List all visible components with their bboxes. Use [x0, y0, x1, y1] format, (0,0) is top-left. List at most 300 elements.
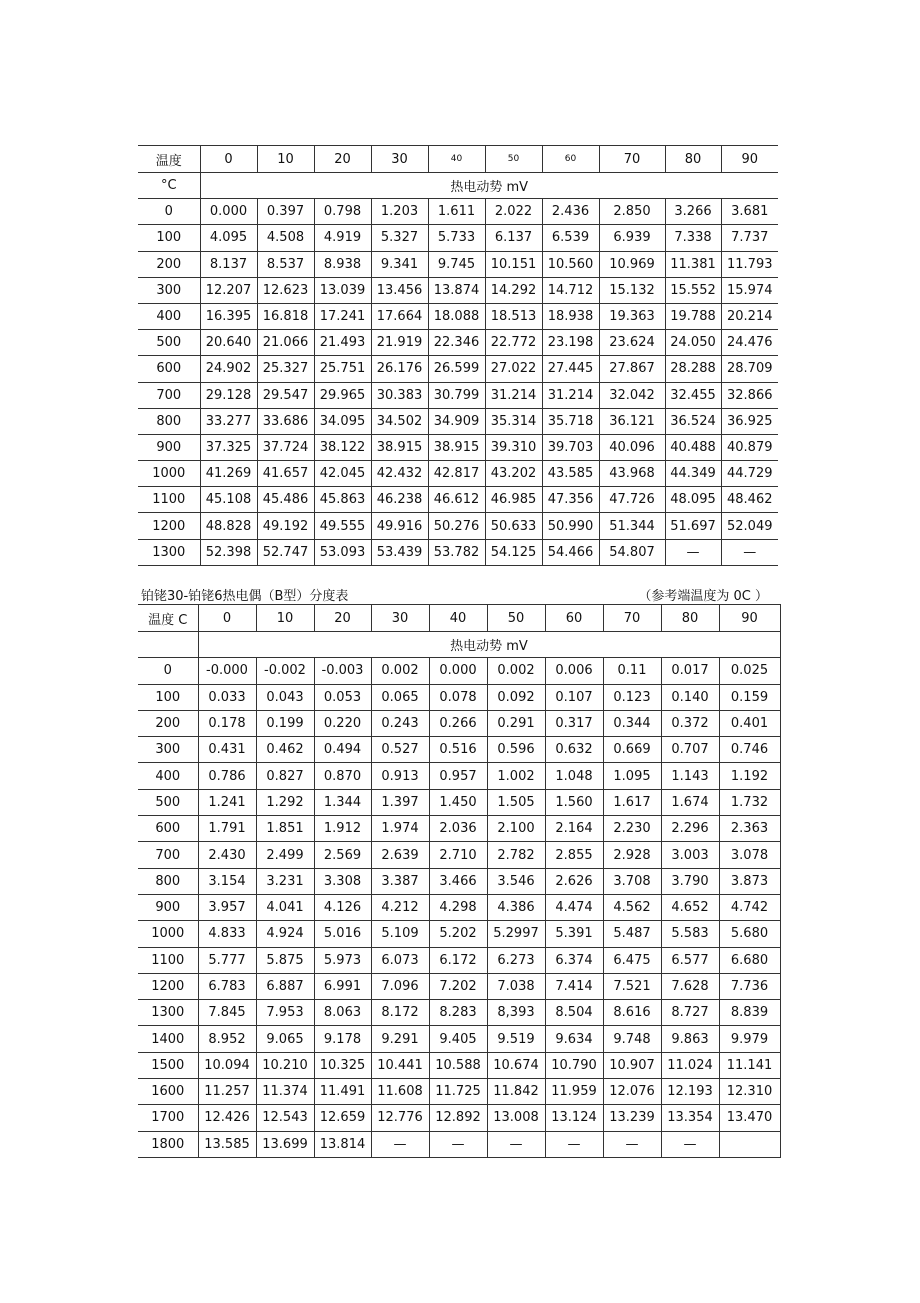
emf-value-cell: 32.042	[599, 382, 665, 408]
emf-value-cell: 34.909	[428, 408, 485, 434]
emf-value-cell: 0.199	[256, 710, 314, 736]
emf-value-cell: 5.680	[719, 921, 780, 947]
emf-value-cell: 1.912	[314, 816, 371, 842]
emf-value-cell: 7.845	[198, 1000, 256, 1026]
emf-value-cell: 23.624	[599, 330, 665, 356]
emf-value-cell: 25.751	[314, 356, 371, 382]
emf-value-cell: 54.807	[599, 539, 665, 565]
table1-header-row	[138, 146, 778, 173]
emf-value-cell: 13.814	[314, 1131, 371, 1157]
emf-value-cell: 4.652	[661, 894, 719, 920]
emf-value-cell: 4.386	[487, 894, 545, 920]
emf-value-cell: 4.212	[371, 894, 429, 920]
emf-value-cell: 31.214	[485, 382, 542, 408]
emf-value-cell: 26.176	[371, 356, 428, 382]
emf-value-cell: 5.777	[198, 947, 256, 973]
emf-value-cell: 49.192	[257, 513, 314, 539]
column-header-10: 10	[256, 605, 314, 632]
emf-value-cell: 7.953	[256, 1000, 314, 1026]
emf-value-cell: 0.397	[257, 199, 314, 225]
emf-value-cell: 27.445	[542, 356, 599, 382]
emf-value-cell: 51.344	[599, 513, 665, 539]
emf-value-cell: -0.000	[198, 658, 256, 684]
emf-value-cell: 2.363	[719, 816, 780, 842]
column-header-50: 50	[487, 605, 545, 632]
emf-value-cell: 22.346	[428, 330, 485, 356]
emf-value-cell: 18.513	[485, 303, 542, 329]
emf-value-cell: 21.493	[314, 330, 371, 356]
emf-value-cell: 12.076	[603, 1079, 661, 1105]
emf-value-cell: 0.178	[198, 710, 256, 736]
emf-value-cell: 20.214	[721, 303, 778, 329]
emf-value-cell: 18.938	[542, 303, 599, 329]
emf-value-cell: 0.798	[314, 199, 371, 225]
emf-value-cell: 23.198	[542, 330, 599, 356]
emf-value-cell: 13.239	[603, 1105, 661, 1131]
emf-value-cell: 8.137	[200, 251, 257, 277]
emf-value-cell: 6.783	[198, 973, 256, 999]
emf-value-cell: 21.066	[257, 330, 314, 356]
emf-value-cell: 8.172	[371, 1000, 429, 1026]
emf-value-cell: 8.727	[661, 1000, 719, 1026]
table-row	[138, 684, 780, 710]
emf-value-cell: 29.547	[257, 382, 314, 408]
emf-value-cell: 10.790	[545, 1052, 603, 1078]
emf-value-cell: 12.426	[198, 1105, 256, 1131]
emf-value-cell: 49.916	[371, 513, 428, 539]
emf-value-cell: 0.957	[429, 763, 487, 789]
emf-value-cell: 1.505	[487, 789, 545, 815]
emf-value-cell: 1.560	[545, 789, 603, 815]
column-header-80: 80	[661, 605, 719, 632]
emf-value-cell: 33.686	[257, 408, 314, 434]
emf-value-cell: 1.002	[487, 763, 545, 789]
emf-value-cell: 7.736	[719, 973, 780, 999]
emf-value-cell: 9.748	[603, 1026, 661, 1052]
emf-value-cell: 10.210	[256, 1052, 314, 1078]
emf-value-cell: 3.231	[256, 868, 314, 894]
emf-value-cell: 6.887	[256, 973, 314, 999]
table1-unit-row	[138, 173, 778, 199]
emf-value-cell: 2.569	[314, 842, 371, 868]
table-row	[138, 1052, 780, 1078]
emf-value-cell: 13.874	[428, 277, 485, 303]
row-temperature: 1600	[138, 1079, 198, 1105]
row-temperature: 900	[138, 434, 200, 460]
emf-value-cell: 3.708	[603, 868, 661, 894]
emf-value-cell: 48.095	[665, 487, 721, 513]
emf-value-cell: 46.612	[428, 487, 485, 513]
emf-value-cell: 0.669	[603, 737, 661, 763]
table-row	[138, 434, 778, 460]
emf-value-cell: 41.269	[200, 461, 257, 487]
emf-value-cell: 0.025	[719, 658, 780, 684]
emf-value-cell: 26.599	[428, 356, 485, 382]
emf-value-cell: 0.000	[429, 658, 487, 684]
emf-value-cell: 2.499	[256, 842, 314, 868]
emf-value-cell: 0.043	[256, 684, 314, 710]
emf-value-cell: 38.122	[314, 434, 371, 460]
column-header-40: 40	[429, 605, 487, 632]
emf-value-cell: 43.968	[599, 461, 665, 487]
emf-value-cell: —	[371, 1131, 429, 1157]
emf-value-cell: 0.092	[487, 684, 545, 710]
table-row	[138, 408, 778, 434]
emf-value-cell: 50.633	[485, 513, 542, 539]
temperature-unit-spacer	[138, 632, 198, 658]
emf-value-cell: 40.488	[665, 434, 721, 460]
emf-value-cell: —	[661, 1131, 719, 1157]
emf-value-cell: 0.596	[487, 737, 545, 763]
emf-value-cell: 4.833	[198, 921, 256, 947]
emf-value-cell: 24.902	[200, 356, 257, 382]
emf-value-cell: 10.325	[314, 1052, 371, 1078]
emf-value-cell: 36.121	[599, 408, 665, 434]
emf-value-cell: 1.974	[371, 816, 429, 842]
table-row	[138, 658, 780, 684]
row-temperature: 1300	[138, 539, 200, 565]
emf-value-cell: 8.839	[719, 1000, 780, 1026]
emf-value-cell: 0.243	[371, 710, 429, 736]
emf-value-cell: 8.537	[257, 251, 314, 277]
emf-value-cell: 7.202	[429, 973, 487, 999]
emf-value-cell: —	[487, 1131, 545, 1157]
emf-value-cell: 4.041	[256, 894, 314, 920]
emf-value-cell: 35.718	[542, 408, 599, 434]
emf-value-cell: 39.310	[485, 434, 542, 460]
emf-value-cell: 6.539	[542, 225, 599, 251]
emf-value-cell: 11.793	[721, 251, 778, 277]
emf-value-cell: 11.381	[665, 251, 721, 277]
emf-value-cell: 1.192	[719, 763, 780, 789]
emf-value-cell: 8.283	[429, 1000, 487, 1026]
table-row	[138, 921, 780, 947]
emf-value-cell: 52.049	[721, 513, 778, 539]
table-row	[138, 816, 780, 842]
table-row	[138, 842, 780, 868]
emf-value-cell: 43.585	[542, 461, 599, 487]
emf-value-cell: 18.088	[428, 303, 485, 329]
emf-value-cell: 49.555	[314, 513, 371, 539]
emf-value-cell: 0.344	[603, 710, 661, 736]
emf-value-cell: 2.710	[429, 842, 487, 868]
emf-value-cell: 5.875	[256, 947, 314, 973]
emf-value-cell: 19.363	[599, 303, 665, 329]
emf-value-cell: 13.008	[487, 1105, 545, 1131]
emf-value-cell: 12.310	[719, 1079, 780, 1105]
row-temperature: 1000	[138, 461, 200, 487]
row-temperature: 700	[138, 382, 200, 408]
table-row	[138, 894, 780, 920]
table-row	[138, 251, 778, 277]
table-row	[138, 356, 778, 382]
emf-value-cell: 39.703	[542, 434, 599, 460]
emf-value-cell: 2.036	[429, 816, 487, 842]
emf-value-cell: 1.611	[428, 199, 485, 225]
emf-value-cell: 0.033	[198, 684, 256, 710]
emf-value-cell: 24.476	[721, 330, 778, 356]
emf-value-cell: 5.583	[661, 921, 719, 947]
emf-value-cell: 2.782	[487, 842, 545, 868]
emf-value-cell: 1.732	[719, 789, 780, 815]
emf-value-cell: 1.241	[198, 789, 256, 815]
emf-value-cell: 11.608	[371, 1079, 429, 1105]
emf-value-cell: 2.164	[545, 816, 603, 842]
emf-value-cell: 10.441	[371, 1052, 429, 1078]
row-temperature: 1100	[138, 947, 198, 973]
row-temperature: 1200	[138, 513, 200, 539]
table-row	[138, 1000, 780, 1026]
row-temperature: 800	[138, 408, 200, 434]
table2-title-line	[141, 585, 768, 603]
row-temperature: 1400	[138, 1026, 198, 1052]
column-header-20: 20	[314, 605, 371, 632]
emf-value-cell: 0.078	[429, 684, 487, 710]
emf-value-cell: -0.003	[314, 658, 371, 684]
emf-value-cell: 0.870	[314, 763, 371, 789]
emf-value-cell: 38.915	[428, 434, 485, 460]
emf-value-cell: 1.048	[545, 763, 603, 789]
emf-value-cell: 2.436	[542, 199, 599, 225]
emf-value-cell: 1.292	[256, 789, 314, 815]
emf-value-cell: 25.327	[257, 356, 314, 382]
emf-value-cell: 0.317	[545, 710, 603, 736]
emf-value-cell: 34.502	[371, 408, 428, 434]
table-row	[138, 1105, 780, 1131]
emf-value-cell: 0.123	[603, 684, 661, 710]
emf-value-cell: 20.640	[200, 330, 257, 356]
table-row	[138, 1131, 780, 1157]
emf-value-cell: 11.374	[256, 1079, 314, 1105]
table-row	[138, 947, 780, 973]
emf-value-cell: 3.873	[719, 868, 780, 894]
emf-value-cell: 4.508	[257, 225, 314, 251]
table-row	[138, 973, 780, 999]
emf-value-cell: 12.193	[661, 1079, 719, 1105]
emf-value-cell: 8.938	[314, 251, 371, 277]
emf-value-cell: 5.973	[314, 947, 371, 973]
column-header-90: 90	[721, 146, 778, 173]
emf-value-cell: 11.842	[487, 1079, 545, 1105]
table-row	[138, 539, 778, 565]
emf-value-cell: 24.050	[665, 330, 721, 356]
emf-value-cell: 8.952	[198, 1026, 256, 1052]
emf-value-cell: 8.616	[603, 1000, 661, 1026]
row-temperature: 300	[138, 277, 200, 303]
emf-value-cell: 9.634	[545, 1026, 603, 1052]
emf-value-cell: 9.341	[371, 251, 428, 277]
emf-value-cell: 1.143	[661, 763, 719, 789]
emf-value-cell: 6.577	[661, 947, 719, 973]
table2-reference-note: （参考端温度为 0C ）	[638, 589, 768, 604]
emf-value-cell: 11.141	[719, 1052, 780, 1078]
emf-value-cell: 46.238	[371, 487, 428, 513]
emf-value-cell: 3.790	[661, 868, 719, 894]
row-temperature: 1700	[138, 1105, 198, 1131]
emf-value-cell: 0.401	[719, 710, 780, 736]
emf-value-cell	[719, 1131, 780, 1157]
emf-value-cell: 42.817	[428, 461, 485, 487]
row-temperature: 800	[138, 868, 198, 894]
emf-value-cell: 13.585	[198, 1131, 256, 1157]
emf-value-cell: 3.466	[429, 868, 487, 894]
row-temperature: 300	[138, 737, 198, 763]
emf-value-cell: 35.314	[485, 408, 542, 434]
emf-value-cell: 0.462	[256, 737, 314, 763]
emf-value-cell: 0.431	[198, 737, 256, 763]
row-temperature: 200	[138, 710, 198, 736]
emf-value-cell: 2.296	[661, 816, 719, 842]
emf-value-cell: 15.974	[721, 277, 778, 303]
emf-value-cell: 45.863	[314, 487, 371, 513]
row-temperature: 400	[138, 303, 200, 329]
emf-value-cell: 0.065	[371, 684, 429, 710]
column-header-70: 70	[599, 146, 665, 173]
temperature-unit-label: °C	[138, 173, 200, 199]
emf-value-cell: 1.397	[371, 789, 429, 815]
emf-value-cell: 0.632	[545, 737, 603, 763]
emf-value-cell: 5.733	[428, 225, 485, 251]
table-row	[138, 487, 778, 513]
emf-value-cell: 11.959	[545, 1079, 603, 1105]
emf-value-cell: 3.387	[371, 868, 429, 894]
emf-value-cell: 0.291	[487, 710, 545, 736]
emf-value-cell: 16.818	[257, 303, 314, 329]
emf-value-cell: 0.006	[545, 658, 603, 684]
emf-value-cell: 45.486	[257, 487, 314, 513]
row-temperature: 600	[138, 356, 200, 382]
emf-value-cell: 6.680	[719, 947, 780, 973]
emf-value-cell: 4.095	[200, 225, 257, 251]
emf-value-cell: 4.562	[603, 894, 661, 920]
emf-value-cell: 0.11	[603, 658, 661, 684]
emf-value-cell: 17.664	[371, 303, 428, 329]
row-temperature: 900	[138, 894, 198, 920]
emf-value-cell: 11.491	[314, 1079, 371, 1105]
emf-value-cell: 12.207	[200, 277, 257, 303]
emf-value-cell: 14.292	[485, 277, 542, 303]
emf-value-cell: 2.100	[487, 816, 545, 842]
emf-value-cell: 10.560	[542, 251, 599, 277]
emf-value-cell: 8,393	[487, 1000, 545, 1026]
emf-value-cell: 5.016	[314, 921, 371, 947]
emf-value-cell: 1.851	[256, 816, 314, 842]
emf-value-cell: 2.230	[603, 816, 661, 842]
emf-value-cell: 3.266	[665, 199, 721, 225]
table2-header-row	[138, 605, 780, 632]
column-header-10: 10	[257, 146, 314, 173]
table-row	[138, 1079, 780, 1105]
column-header-60: 60	[542, 146, 599, 173]
table2-unit-row	[138, 632, 780, 658]
table-row	[138, 225, 778, 251]
emf-value-cell: 1.674	[661, 789, 719, 815]
row-temperature: 500	[138, 330, 200, 356]
emf-value-cell: 0.516	[429, 737, 487, 763]
emf-label: 热电动势 mV	[198, 632, 780, 658]
emf-value-cell: 28.709	[721, 356, 778, 382]
emf-value-cell: 7.628	[661, 973, 719, 999]
emf-value-cell: 6.374	[545, 947, 603, 973]
table-row	[138, 737, 780, 763]
column-header-70: 70	[603, 605, 661, 632]
emf-value-cell: 9.405	[429, 1026, 487, 1052]
emf-value-cell: 22.772	[485, 330, 542, 356]
emf-value-cell: 7.096	[371, 973, 429, 999]
emf-value-cell: 32.455	[665, 382, 721, 408]
emf-value-cell: 0.527	[371, 737, 429, 763]
emf-value-cell: 52.747	[257, 539, 314, 565]
emf-value-cell: 34.095	[314, 408, 371, 434]
emf-value-cell: 4.742	[719, 894, 780, 920]
emf-value-cell: 0.140	[661, 684, 719, 710]
row-temperature: 200	[138, 251, 200, 277]
emf-value-cell: 14.712	[542, 277, 599, 303]
type-r-thermocouple-table	[138, 145, 778, 566]
emf-value-cell: 32.866	[721, 382, 778, 408]
emf-value-cell: 13.470	[719, 1105, 780, 1131]
emf-value-cell: 0.827	[256, 763, 314, 789]
emf-value-cell: —	[545, 1131, 603, 1157]
emf-value-cell: 11.725	[429, 1079, 487, 1105]
emf-value-cell: 17.241	[314, 303, 371, 329]
emf-value-cell: 0.053	[314, 684, 371, 710]
table-row	[138, 1026, 780, 1052]
table-row	[138, 513, 778, 539]
column-header-0: 0	[200, 146, 257, 173]
emf-value-cell: 8.504	[545, 1000, 603, 1026]
table-row	[138, 763, 780, 789]
emf-value-cell: 16.395	[200, 303, 257, 329]
emf-value-cell: 36.524	[665, 408, 721, 434]
emf-value-cell: 54.466	[542, 539, 599, 565]
table-row	[138, 330, 778, 356]
emf-value-cell: 4.919	[314, 225, 371, 251]
table-row	[138, 303, 778, 329]
column-header-50: 50	[485, 146, 542, 173]
emf-value-cell: 9.745	[428, 251, 485, 277]
emf-value-cell: 9.065	[256, 1026, 314, 1052]
row-temperature: 1200	[138, 973, 198, 999]
emf-value-cell: 43.202	[485, 461, 542, 487]
emf-value-cell: 5.2997	[487, 921, 545, 947]
emf-value-cell: 10.969	[599, 251, 665, 277]
temperature-header-label: 温度	[138, 146, 200, 173]
emf-value-cell: 1.095	[603, 763, 661, 789]
emf-value-cell: 0.000	[200, 199, 257, 225]
emf-value-cell: 5.202	[429, 921, 487, 947]
emf-value-cell: 13.124	[545, 1105, 603, 1131]
emf-value-cell: 41.657	[257, 461, 314, 487]
column-header-20: 20	[314, 146, 371, 173]
emf-value-cell: 53.782	[428, 539, 485, 565]
row-temperature: 600	[138, 816, 198, 842]
emf-value-cell: 1.791	[198, 816, 256, 842]
table-row	[138, 461, 778, 487]
emf-value-cell: 0.266	[429, 710, 487, 736]
emf-value-cell: 1.344	[314, 789, 371, 815]
emf-value-cell: 9.863	[661, 1026, 719, 1052]
emf-value-cell: 5.109	[371, 921, 429, 947]
row-temperature: 1800	[138, 1131, 198, 1157]
emf-value-cell: 29.965	[314, 382, 371, 408]
table2-title: 铂铑30-铂铑6热电偶（B型）分度表	[141, 589, 349, 604]
table-row	[138, 868, 780, 894]
emf-value-cell: 2.855	[545, 842, 603, 868]
emf-value-cell: 0.372	[661, 710, 719, 736]
table-row	[138, 710, 780, 736]
emf-value-cell: 42.432	[371, 461, 428, 487]
